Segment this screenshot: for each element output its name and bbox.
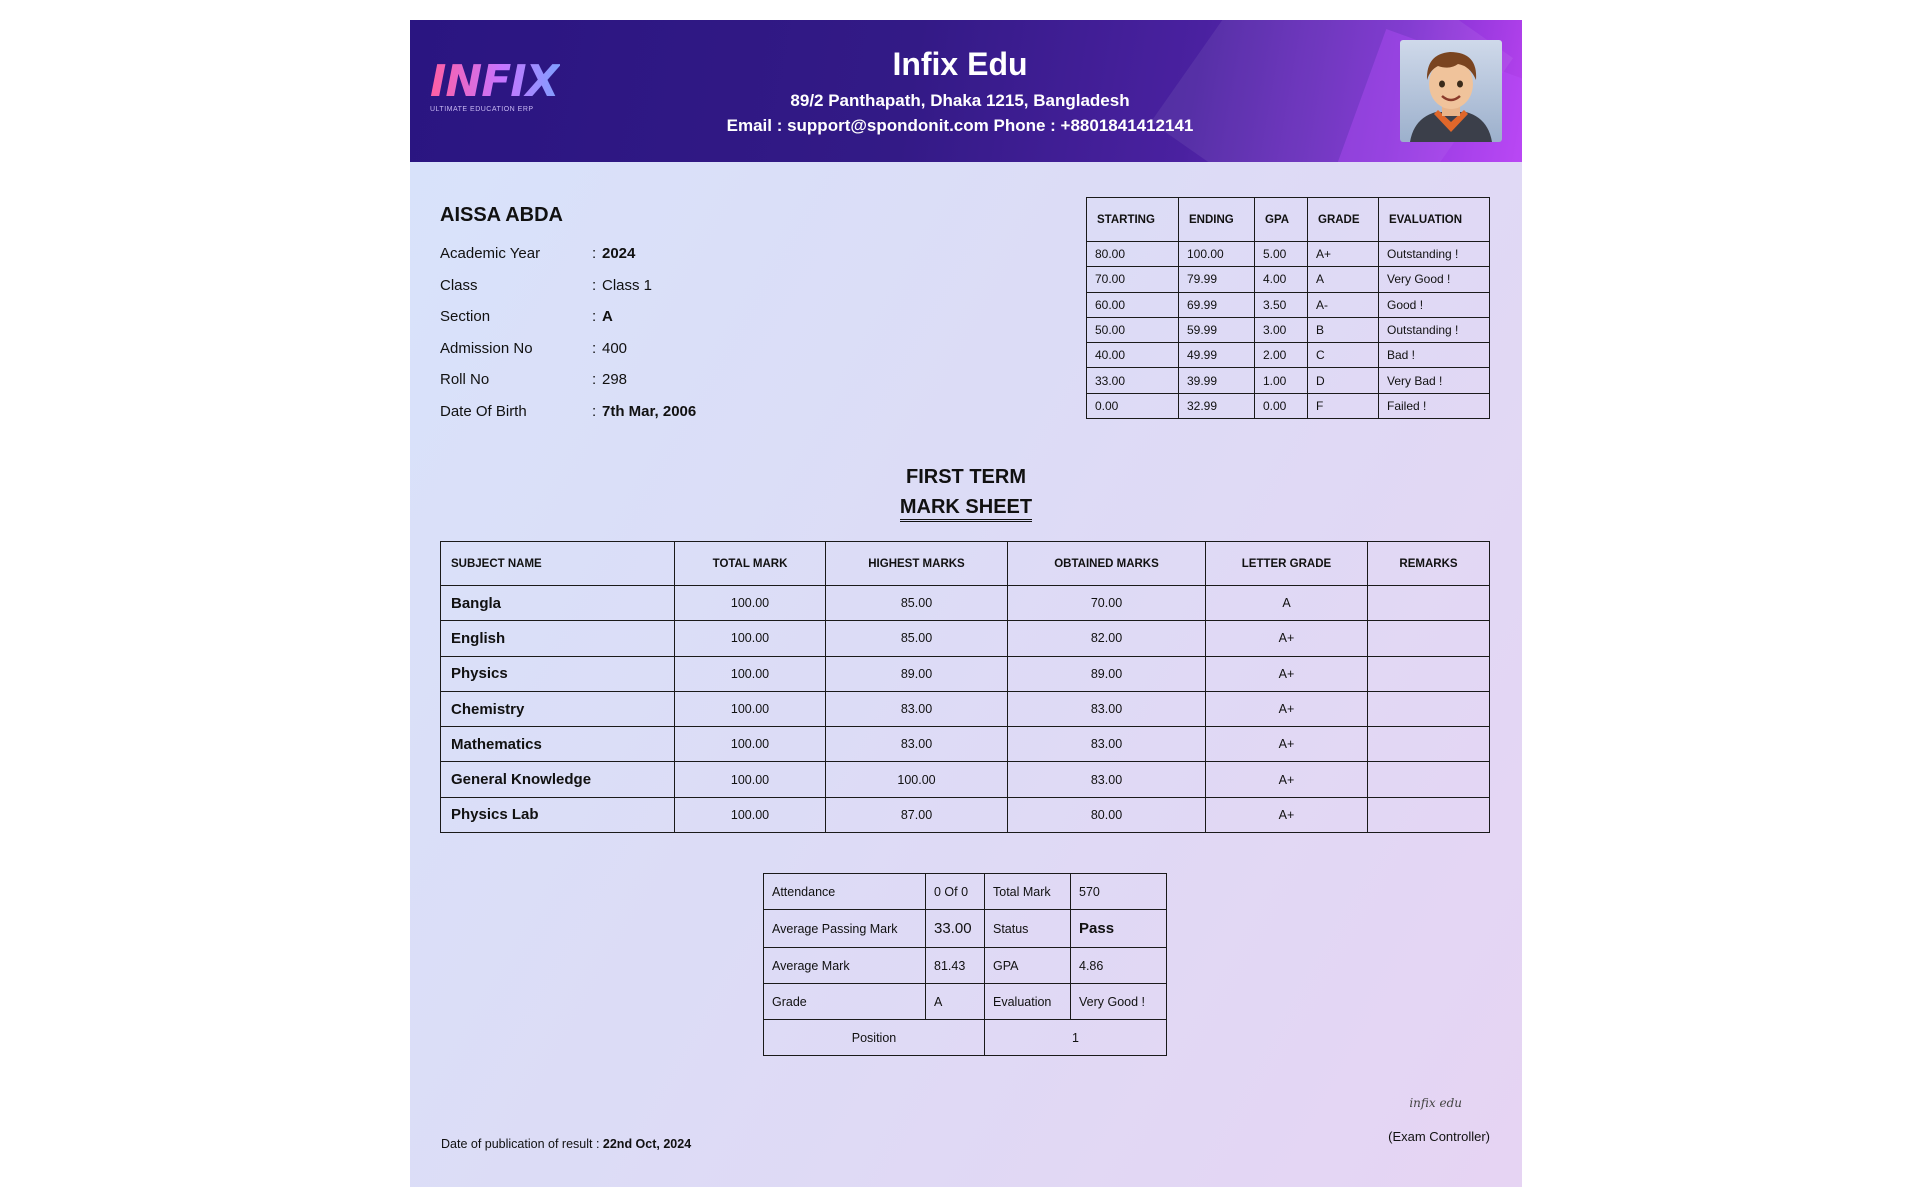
column-header: GRADE xyxy=(1308,198,1379,242)
info-value: 298 xyxy=(602,371,628,389)
table-cell: 87.00 xyxy=(826,797,1008,832)
subject-name: General Knowledge xyxy=(441,762,675,797)
table-cell: 100.00 xyxy=(675,762,826,797)
publication-date xyxy=(441,1137,691,1151)
table-cell: 49.99 xyxy=(1179,343,1255,368)
info-value: 2024 xyxy=(602,245,636,263)
column-header: GPA xyxy=(1255,198,1308,242)
table-row xyxy=(764,1020,1167,1056)
table-cell xyxy=(1368,727,1490,762)
info-colon: : xyxy=(592,308,597,326)
table-cell: Outstanding ! xyxy=(1379,242,1490,267)
table-cell: 69.99 xyxy=(1179,292,1255,317)
summary-value: 81.43 xyxy=(926,948,985,984)
table-cell xyxy=(1368,691,1490,726)
table-cell: C xyxy=(1308,343,1379,368)
table-cell: F xyxy=(1308,393,1379,418)
publication-date-label: Date of publication of result : xyxy=(441,1137,603,1151)
info-row-class xyxy=(440,270,696,302)
table-cell: Good ! xyxy=(1379,292,1490,317)
table-cell: 59.99 xyxy=(1179,317,1255,342)
table-cell: 100.00 xyxy=(826,762,1008,797)
table-cell: 85.00 xyxy=(826,586,1008,621)
table-cell: 60.00 xyxy=(1087,292,1179,317)
table-cell: 100.00 xyxy=(675,727,826,762)
info-label: Academic Year xyxy=(440,245,541,263)
subject-name: Physics xyxy=(441,656,675,691)
logo-text: INFIX xyxy=(430,56,559,107)
table-cell: A+ xyxy=(1206,656,1368,691)
summary-label: Average Passing Mark xyxy=(764,910,926,948)
table-cell: 100.00 xyxy=(1179,242,1255,267)
column-header: EVALUATION xyxy=(1379,198,1490,242)
term-title: FIRST TERM xyxy=(906,466,1026,488)
table-cell xyxy=(1368,656,1490,691)
avatar-icon xyxy=(1400,40,1502,142)
marks-table xyxy=(440,541,1490,833)
info-row-academic-year xyxy=(440,238,696,270)
table-cell: 39.99 xyxy=(1179,368,1255,393)
summary-value: 1 xyxy=(985,1020,1167,1056)
table-header-row xyxy=(441,542,1490,586)
table-cell: Very Good ! xyxy=(1379,267,1490,292)
column-header: ENDING xyxy=(1179,198,1255,242)
subject-name: Bangla xyxy=(441,586,675,621)
school-address: 89/2 Panthapath, Dhaka 1215, Bangladesh xyxy=(790,91,1130,110)
table-cell: 80.00 xyxy=(1008,797,1206,832)
info-label: Roll No xyxy=(440,371,490,389)
table-cell: 100.00 xyxy=(675,656,826,691)
summary-label: Status xyxy=(985,910,1071,948)
info-row-section xyxy=(440,301,696,333)
table-cell: 0.00 xyxy=(1087,393,1179,418)
table-row xyxy=(441,621,1490,656)
sheet-title-text: MARK SHEET xyxy=(900,496,1032,522)
info-value: Class 1 xyxy=(602,276,653,294)
table-row xyxy=(764,984,1167,1020)
table-cell xyxy=(1368,797,1490,832)
info-colon: : xyxy=(592,339,597,357)
student-info xyxy=(440,202,696,427)
info-value: 7th Mar, 2006 xyxy=(602,402,697,420)
table-cell xyxy=(1368,586,1490,621)
sheet-title xyxy=(410,492,1522,522)
school-logo xyxy=(430,56,560,120)
school-info xyxy=(610,44,1310,137)
table-row xyxy=(441,656,1490,691)
student-name: AISSA ABDA xyxy=(440,204,563,226)
table-row xyxy=(441,762,1490,797)
table-cell: A+ xyxy=(1206,727,1368,762)
exam-controller-label: (Exam Controller) xyxy=(1388,1129,1490,1144)
summary-value: 4.86 xyxy=(1071,948,1167,984)
publication-date-value: 22nd Oct, 2024 xyxy=(602,1137,692,1151)
table-row xyxy=(1087,343,1490,368)
summary-value: 0 Of 0 xyxy=(926,874,985,910)
table-cell: 100.00 xyxy=(675,691,826,726)
table-row xyxy=(1087,368,1490,393)
table-cell: 89.00 xyxy=(1008,656,1206,691)
table-header-row xyxy=(1087,198,1490,242)
info-colon: : xyxy=(592,371,597,389)
table-cell: 0.00 xyxy=(1255,393,1308,418)
table-cell: 89.00 xyxy=(826,656,1008,691)
table-cell: 4.00 xyxy=(1255,267,1308,292)
logo-subtitle: ULTIMATE EDUCATION ERP xyxy=(430,106,534,113)
table-cell: A+ xyxy=(1206,691,1368,726)
table-row xyxy=(441,691,1490,726)
table-row xyxy=(441,797,1490,832)
table-cell: A+ xyxy=(1206,762,1368,797)
table-cell: 1.00 xyxy=(1255,368,1308,393)
summary-value: 33.00 xyxy=(926,910,985,948)
table-cell: 3.00 xyxy=(1255,317,1308,342)
table-cell: 70.00 xyxy=(1087,267,1179,292)
subject-name: English xyxy=(441,621,675,656)
subject-name: Mathematics xyxy=(441,727,675,762)
table-cell: 32.99 xyxy=(1179,393,1255,418)
table-cell: 80.00 xyxy=(1087,242,1179,267)
info-label: Class xyxy=(440,276,478,294)
table-cell: B xyxy=(1308,317,1379,342)
info-label: Admission No xyxy=(440,339,533,357)
result-summary-table xyxy=(763,873,1167,1056)
column-header: SUBJECT NAME xyxy=(441,542,675,586)
subject-name: Chemistry xyxy=(441,691,675,726)
table-row xyxy=(764,948,1167,984)
table-row xyxy=(441,586,1490,621)
table-cell: A+ xyxy=(1206,797,1368,832)
info-value: 400 xyxy=(602,339,628,357)
table-cell: 50.00 xyxy=(1087,317,1179,342)
summary-value: Very Good ! xyxy=(1071,984,1167,1020)
summary-label: Grade xyxy=(764,984,926,1020)
table-cell: 70.00 xyxy=(1008,586,1206,621)
table-row xyxy=(1087,267,1490,292)
info-label: Section xyxy=(440,308,491,326)
column-header: HIGHEST MARKS xyxy=(826,542,1008,586)
table-cell: 83.00 xyxy=(826,691,1008,726)
table-cell: 5.00 xyxy=(1255,242,1308,267)
table-cell: A+ xyxy=(1308,242,1379,267)
column-header: OBTAINED MARKS xyxy=(1008,542,1206,586)
table-cell: 83.00 xyxy=(1008,762,1206,797)
table-cell: Very Bad ! xyxy=(1379,368,1490,393)
table-cell: 100.00 xyxy=(675,586,826,621)
table-cell: Outstanding ! xyxy=(1379,317,1490,342)
table-cell: Failed ! xyxy=(1379,393,1490,418)
table-row xyxy=(1087,317,1490,342)
grade-scale-table xyxy=(1086,197,1490,419)
table-cell: Bad ! xyxy=(1379,343,1490,368)
table-cell: 2.00 xyxy=(1255,343,1308,368)
info-colon: : xyxy=(592,245,597,263)
table-cell: A+ xyxy=(1206,621,1368,656)
table-cell: 83.00 xyxy=(826,727,1008,762)
student-photo xyxy=(1400,40,1502,142)
table-cell: 3.50 xyxy=(1255,292,1308,317)
column-header: STARTING xyxy=(1087,198,1179,242)
summary-label: Total Mark xyxy=(985,874,1071,910)
summary-value: A xyxy=(926,984,985,1020)
summary-label: GPA xyxy=(985,948,1071,984)
table-cell: 79.99 xyxy=(1179,267,1255,292)
summary-label: Average Mark xyxy=(764,948,926,984)
table-row xyxy=(1087,242,1490,267)
subject-name: Physics Lab xyxy=(441,797,675,832)
info-row-roll-no xyxy=(440,364,696,396)
table-row xyxy=(1087,292,1490,317)
table-cell: 100.00 xyxy=(675,797,826,832)
table-cell: A- xyxy=(1308,292,1379,317)
table-cell: 33.00 xyxy=(1087,368,1179,393)
table-cell: 85.00 xyxy=(826,621,1008,656)
table-row xyxy=(1087,393,1490,418)
column-header: LETTER GRADE xyxy=(1206,542,1368,586)
summary-label: Attendance xyxy=(764,874,926,910)
summary-label: Evaluation xyxy=(985,984,1071,1020)
info-row-admission-no xyxy=(440,333,696,365)
summary-value: 570 xyxy=(1071,874,1167,910)
column-header: TOTAL MARK xyxy=(675,542,826,586)
table-cell: A xyxy=(1206,586,1368,621)
table-cell: 83.00 xyxy=(1008,691,1206,726)
table-cell: 83.00 xyxy=(1008,727,1206,762)
header-banner xyxy=(410,20,1522,162)
info-row-date-of-birth xyxy=(440,396,696,428)
table-cell: D xyxy=(1308,368,1379,393)
table-cell: 40.00 xyxy=(1087,343,1179,368)
info-colon: : xyxy=(592,276,597,294)
info-value: A xyxy=(602,308,613,326)
table-row xyxy=(441,727,1490,762)
table-cell: A xyxy=(1308,267,1379,292)
table-row xyxy=(764,874,1167,910)
mark-sheet xyxy=(410,20,1522,1187)
controller-signature: infix edu xyxy=(1409,1096,1462,1110)
summary-label: Position xyxy=(764,1020,985,1056)
info-colon: : xyxy=(592,402,597,420)
school-contact: Email : support@spondonit.com Phone : +8801841412141 xyxy=(726,116,1194,135)
status-value: Pass xyxy=(1071,910,1167,948)
table-cell xyxy=(1368,762,1490,797)
info-label: Date Of Birth xyxy=(440,402,527,420)
table-cell: 100.00 xyxy=(675,621,826,656)
table-cell: 82.00 xyxy=(1008,621,1206,656)
table-cell xyxy=(1368,621,1490,656)
table-row xyxy=(764,910,1167,948)
school-name: Infix Edu xyxy=(892,46,1028,82)
column-header: REMARKS xyxy=(1368,542,1490,586)
